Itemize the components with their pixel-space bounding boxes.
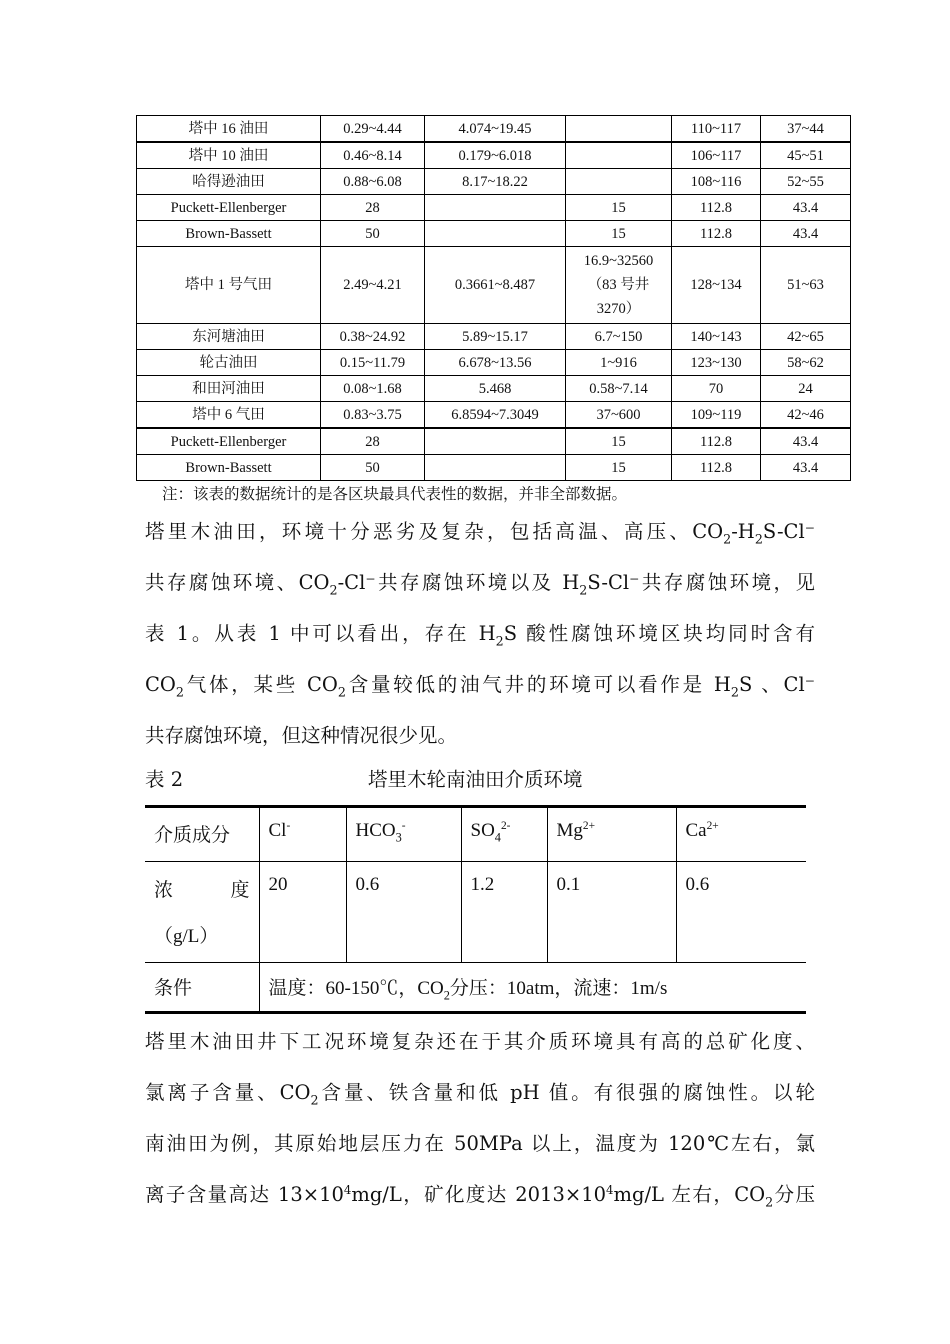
para2-line1: 塔里木油田井下工况环境复杂还在于其介质环境具有高的总矿化度、 (145, 1030, 815, 1053)
para1-line3: 表 1。从表 1 中可以看出，存在 $H_2S$ 酸性腐蚀环境区块均同时含有 (145, 622, 815, 649)
table-cell: Puckett-Ellenberger (137, 195, 321, 221)
table-row (137, 116, 851, 143)
table-cell: 15 (566, 428, 672, 455)
table2-title: 塔里木轮南油田介质环境 (368, 768, 583, 791)
table2-concentration-row (145, 862, 806, 963)
table-cell: 1~916 (566, 350, 672, 376)
condition-label: 条件 (145, 963, 259, 1013)
header-chloride: Cl- (259, 807, 346, 862)
table-cell (425, 195, 566, 221)
conc-value: 1.2 (461, 862, 547, 963)
header-medium-component: 介质成分 (145, 807, 259, 862)
table-cell: 112.8 (672, 221, 761, 247)
table-cell: 东河塘油田 (137, 324, 321, 350)
cell-line: 3270） (596, 301, 641, 317)
para1-line1: 塔里木油田，环境十分恶劣及复杂，包括高温、高压、$CO_2-H_2S-Cl^-$ (145, 520, 815, 547)
table-cell: 4.074~19.45 (425, 116, 566, 143)
table-cell: 112.8 (672, 455, 761, 481)
table-cell (566, 116, 672, 143)
table-cell: 0.38~24.92 (321, 324, 425, 350)
table2-condition-row (145, 963, 806, 1013)
table-cell: 0.08~1.68 (321, 376, 425, 402)
table-cell: 123~130 (672, 350, 761, 376)
table-cell: 28 (321, 428, 425, 455)
table-row (137, 247, 851, 324)
table-cell: 15 (566, 221, 672, 247)
table-cell: Brown-Bassett (137, 221, 321, 247)
table-cell: Brown-Bassett (137, 455, 321, 481)
table-cell: 15 (566, 195, 672, 221)
para2-line4: 离子含量高达 $13\times 10^4mg/L$，矿化度达 $2013\times 10^4mg/L$ 左右，$CO_2$分压 (145, 1182, 815, 1210)
table-cell (566, 247, 672, 324)
table-cell: 43.4 (761, 428, 851, 455)
table-cell: 2.49~4.21 (321, 247, 425, 324)
table-cell: 42~65 (761, 324, 851, 350)
header-sulfate: $SO_4^{2-}$ (461, 807, 547, 862)
table2-header-row (145, 807, 806, 862)
table-cell: 6.8594~7.3049 (425, 402, 566, 429)
table-row (137, 402, 851, 429)
table-cell: 42~46 (761, 402, 851, 429)
para1-line2: 共存腐蚀环境、$CO_2-Cl^-$共存腐蚀环境以及 $H_2S-Cl^-$共存腐蚀环境，见 (145, 571, 815, 598)
condition-text: 温度：60-150℃，$CO_2$分压：10atm，流速：1m/s (259, 963, 806, 1013)
table-row (137, 169, 851, 195)
table-cell: 106~117 (672, 142, 761, 169)
table-cell: 5.468 (425, 376, 566, 402)
table-cell (425, 455, 566, 481)
conc-value: 20 (259, 862, 346, 963)
table-row (137, 376, 851, 402)
cell-line: （83 号井 (587, 277, 650, 293)
table-cell: 108~116 (672, 169, 761, 195)
table-cell: 50 (321, 221, 425, 247)
table-cell: 24 (761, 376, 851, 402)
conc-value: 0.6 (346, 862, 461, 963)
table-cell: 塔中 1 号气田 (137, 247, 321, 324)
para2-line3: 南油田为例，其原始地层压力在 50MPa 以上，温度为 120℃左右，氯 (145, 1132, 815, 1155)
concentration-label: 浓度 （g/L） (145, 862, 259, 963)
table-cell: 128~134 (672, 247, 761, 324)
table-cell: 0.3661~8.487 (425, 247, 566, 324)
table-cell: 15 (566, 455, 672, 481)
table-note: 注：该表的数据统计的是各区块最具代表性的数据，并非全部数据。 (162, 485, 628, 503)
table-cell (566, 169, 672, 195)
table-cell: 110~117 (672, 116, 761, 143)
header-bicarbonate: $HCO_3^-$ (346, 807, 461, 862)
table-cell: 43.4 (761, 455, 851, 481)
paragraph-lunnan-oilfield (145, 1016, 815, 1220)
table-cell (425, 221, 566, 247)
table-cell: 58~62 (761, 350, 851, 376)
table-cell: 6.678~13.56 (425, 350, 566, 376)
reservoir-data-table-body (137, 116, 851, 481)
table-cell: 哈得逊油田 (137, 169, 321, 195)
table-cell: 52~55 (761, 169, 851, 195)
table-cell: 塔中 16 油田 (137, 116, 321, 143)
table-cell: 0.58~7.14 (566, 376, 672, 402)
table-cell: 37~44 (761, 116, 851, 143)
table-cell: 112.8 (672, 195, 761, 221)
table-cell: Puckett-Ellenberger (137, 428, 321, 455)
table-cell: 塔中 10 油田 (137, 142, 321, 169)
table-cell: 43.4 (761, 195, 851, 221)
table-cell: 和田河油田 (137, 376, 321, 402)
table-row (137, 455, 851, 481)
table-cell (425, 428, 566, 455)
table-cell: 0.15~11.79 (321, 350, 425, 376)
table-cell: 28 (321, 195, 425, 221)
table-cell: 0.46~8.14 (321, 142, 425, 169)
table-cell: 37~600 (566, 402, 672, 429)
table-row (137, 428, 851, 455)
table-cell: 51~63 (761, 247, 851, 324)
header-magnesium: $Mg^{2+}$ (547, 807, 676, 862)
reservoir-data-table (136, 115, 851, 481)
table-cell: 45~51 (761, 142, 851, 169)
table-cell: 112.8 (672, 428, 761, 455)
para1-line5: 共存腐蚀环境，但这种情况很少见。 (145, 724, 458, 747)
medium-environment-table (145, 805, 806, 1014)
table-row (137, 221, 851, 247)
paragraph-corrosion-environment (145, 506, 815, 761)
table-cell: 0.83~3.75 (321, 402, 425, 429)
table2-label: 表 2 (145, 768, 184, 791)
cell-line: 16.9~32560 (583, 253, 654, 269)
table-cell: 0.179~6.018 (425, 142, 566, 169)
table-cell: 塔中 6 气田 (137, 402, 321, 429)
header-calcium: $Ca^{2+}$ (676, 807, 806, 862)
conc-value: 0.6 (676, 862, 806, 963)
table-cell: 70 (672, 376, 761, 402)
table-row (137, 324, 851, 350)
table-row (137, 195, 851, 221)
para1-line4: $CO_2$气体，某些 $CO_2$含量较低的油气井的环境可以看作是 $H_2S$ 、Cl⁻ (145, 673, 815, 700)
table-cell: 0.88~6.08 (321, 169, 425, 195)
table-cell: 轮古油田 (137, 350, 321, 376)
table-cell: 43.4 (761, 221, 851, 247)
table-cell: 5.89~15.17 (425, 324, 566, 350)
para2-line2: 氯离子含量、$CO_2$含量、铁含量和低 pH 值。有很强的腐蚀性。以轮 (145, 1081, 815, 1108)
table-cell: 0.29~4.44 (321, 116, 425, 143)
table-cell: 6.7~150 (566, 324, 672, 350)
table-cell (566, 142, 672, 169)
table-cell: 50 (321, 455, 425, 481)
table-cell: 140~143 (672, 324, 761, 350)
table-row (137, 350, 851, 376)
table-row (137, 142, 851, 169)
conc-value: 0.1 (547, 862, 676, 963)
table-cell: 109~119 (672, 402, 761, 429)
table-cell: 8.17~18.22 (425, 169, 566, 195)
